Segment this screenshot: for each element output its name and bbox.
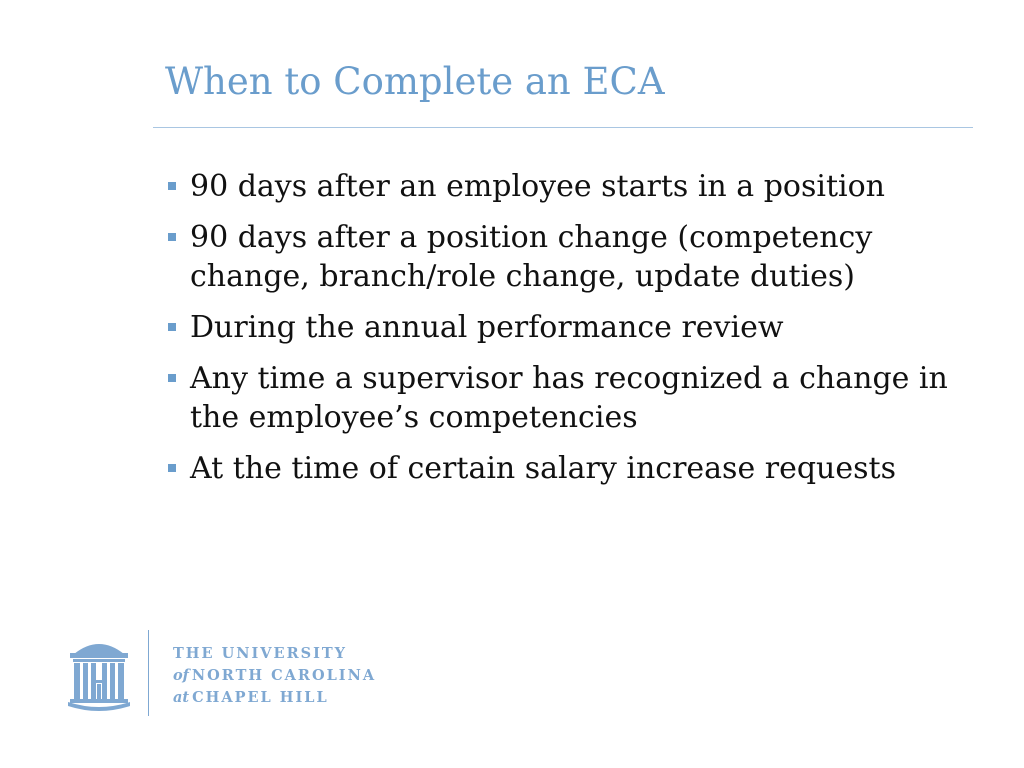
bullet-text: Any time a supervisor has recognized a change in the employee’s competencies [190,361,948,435]
slide-title: When to Complete an ECA [165,60,665,103]
square-bullet-icon [168,464,176,472]
wordmark-line-1: THE UNIVERSITY [173,645,348,662]
title-divider [153,127,973,128]
logo-divider [148,630,149,716]
bullet-item [165,167,985,206]
square-bullet-icon [168,233,176,241]
square-bullet-icon [168,182,176,190]
wordmark-line-3: at CHAPEL HILL [173,689,329,706]
square-bullet-icon [168,323,176,331]
bullet-text: At the time of certain salary increase requests [190,451,896,486]
bullet-list [165,167,985,500]
bullet-text: During the annual performance review [190,310,784,345]
square-bullet-icon [168,374,176,382]
wordmark-line-2: of NORTH CAROLINA [173,667,377,684]
bullet-item [165,359,985,437]
bullet-item [165,449,985,488]
university-wordmark [173,643,376,709]
old-well-icon [66,632,132,714]
bullet-text: 90 days after a position change (competency change, branch/role change, update duties) [190,220,873,294]
bullet-item [165,218,985,296]
bullet-text: 90 days after an employee starts in a position [190,169,885,204]
bullet-item [165,308,985,347]
